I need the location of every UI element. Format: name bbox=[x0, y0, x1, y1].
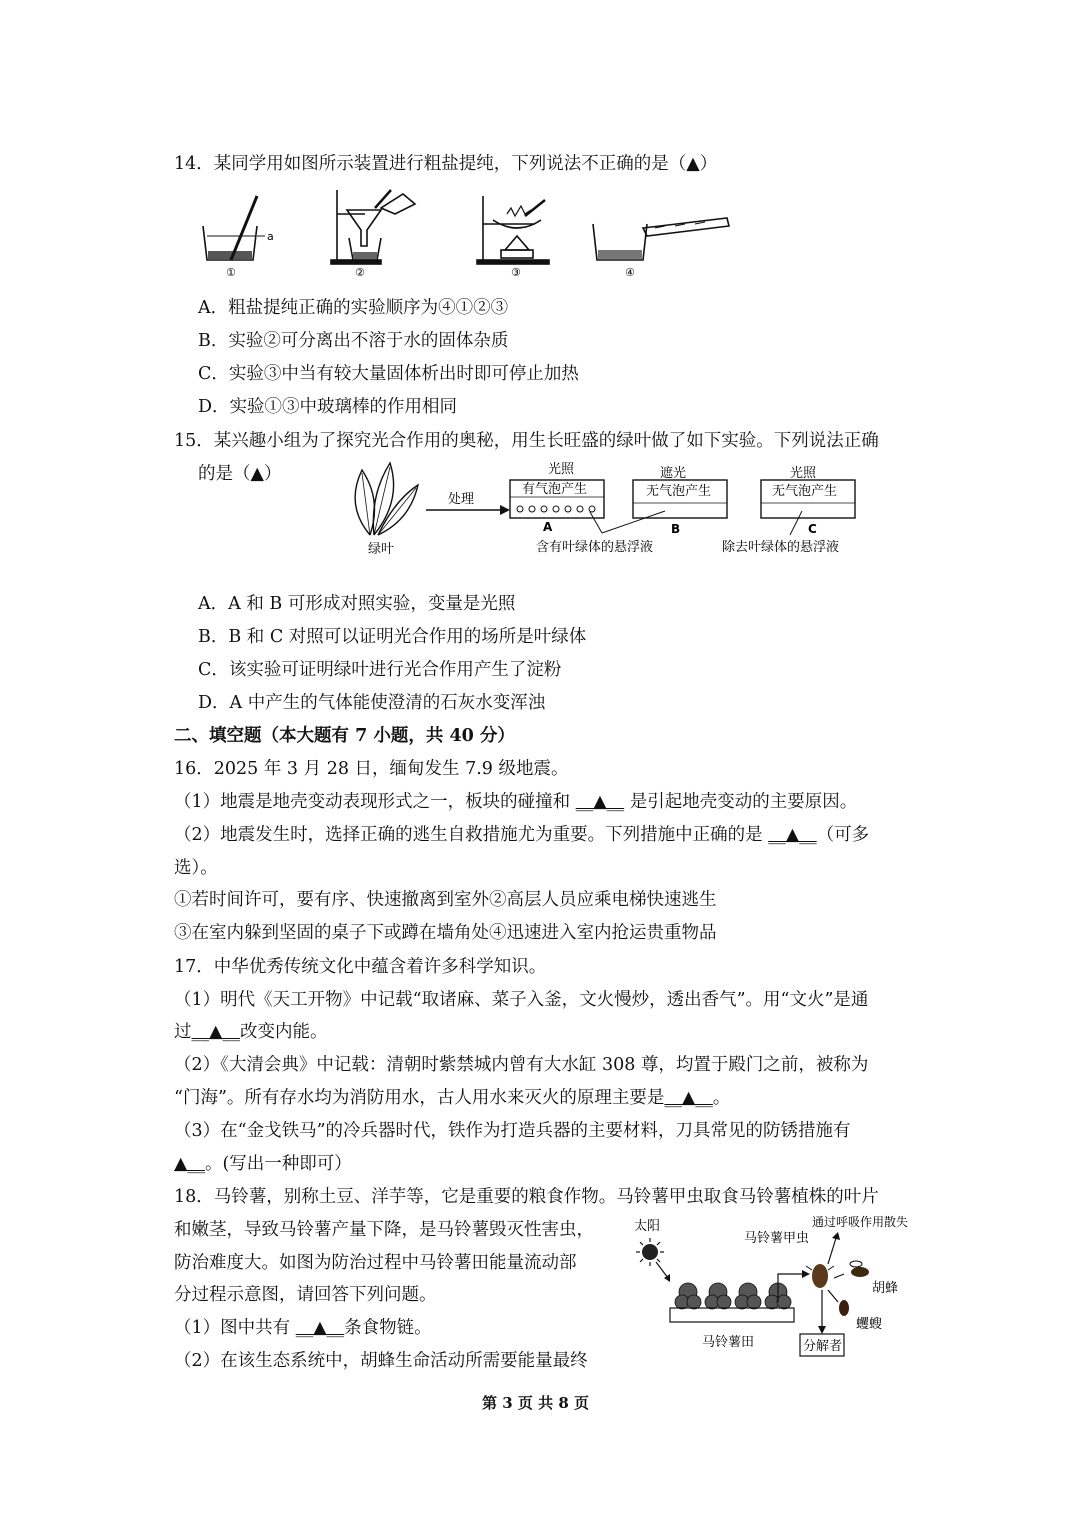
label-4: ④ bbox=[625, 266, 635, 279]
respiration-label: 通过呼吸作用散失 bbox=[812, 1215, 909, 1229]
field-box bbox=[670, 1308, 794, 1322]
q14-option-b: B．实验②可分离出不溶于水的固体杂质 bbox=[198, 331, 509, 351]
q17-part3-line1: （3）在“金戈铁马”的冷兵器时代，铁作为打造兵器的主要材料，刀具常见的防锈措施有 bbox=[174, 1121, 851, 1141]
q15-option-a: A．A 和 B 可形成对照实验，变量是光照 bbox=[198, 594, 516, 614]
beaker-c-condition: 光照 bbox=[790, 466, 817, 481]
q15-stem-line2: 的是（▲） bbox=[198, 464, 282, 484]
q16-choices-line2: ③在室内躲到坚固的桌子下或蹲在墙角处④迅速进入室内抢运贵重物品 bbox=[174, 923, 717, 943]
q16-part2-line2: 选）。 bbox=[174, 858, 218, 878]
q18-stem-line1: 18．马铃薯，别称土豆、洋芋等，它是重要的粮食作物。马铃薯甲虫取食马铃薯植株的叶片 bbox=[174, 1187, 879, 1207]
q14-apparatus-figure bbox=[195, 188, 740, 280]
q15-option-b: B．B 和 C 对照可以证明光合作用的场所是叶绿体 bbox=[198, 627, 587, 647]
sun-label: 太阳 bbox=[634, 1219, 661, 1234]
answer-blank[interactable]: ▲__ bbox=[174, 1154, 205, 1174]
q15-stem-line1: 15．某兴趣小组为了探究光合作用的奥秘，用生长旺盛的绿叶做了如下实验。下列说法正确 bbox=[174, 431, 879, 451]
answer-blank[interactable]: __▲__ bbox=[575, 792, 625, 812]
leaf-label: 绿叶 bbox=[368, 542, 395, 557]
label-a: a bbox=[267, 230, 274, 243]
answer-blank[interactable]: __▲__ bbox=[295, 1318, 345, 1338]
beetle-icon bbox=[806, 1264, 834, 1288]
answer-blank[interactable]: __▲__ bbox=[664, 1088, 713, 1108]
q14-option-d: D．实验①③中玻璃棒的作用相同 bbox=[198, 397, 458, 417]
apparatus-measuring bbox=[593, 218, 729, 260]
q14-option-c: C．实验③中当有较大量固体析出时即可停止加热 bbox=[198, 364, 579, 384]
leaf-icon bbox=[355, 463, 418, 535]
sun-icon bbox=[636, 1238, 664, 1266]
beaker-c-tag: C bbox=[808, 522, 817, 536]
wasp-label: 胡蜂 bbox=[872, 1281, 899, 1296]
beaker-a-result: 有气泡产生 bbox=[522, 482, 588, 497]
q16-choices-line1: ①若时间许可，要有序、快速撤离到室外②高层人员应乘电梯快速逃生 bbox=[174, 890, 717, 910]
answer-blank[interactable]: __▲__ bbox=[768, 825, 817, 845]
arrow-label: 处理 bbox=[448, 492, 475, 507]
q14-stem: 14．某同学用如图所示装置进行粗盐提纯，下列说法不正确的是（▲） bbox=[174, 154, 718, 174]
q17-stem: 17．中华优秀传统文化中蕴含着许多科学知识。 bbox=[174, 957, 547, 977]
potato-plant-icon bbox=[675, 1283, 791, 1309]
beetle-label: 马铃薯甲虫 bbox=[744, 1231, 810, 1246]
beaker-b-tag: B bbox=[671, 522, 681, 536]
q18-stem-line3: 防治难度大。如图为防治过程中马铃薯田能量流动部 bbox=[174, 1253, 577, 1273]
q17-part2-line2: “门海”。所有存水均为消防用水，古人用水来灭火的原理主要是__▲__。 bbox=[174, 1088, 731, 1108]
q18-energy-flow-figure bbox=[628, 1212, 920, 1362]
q16-part1: （1）地震是地壳变动表现形式之一，板块的碰撞和 __▲__ 是引起地壳变动的主要原因。 bbox=[174, 792, 858, 812]
q18-stem-line4: 分过程示意图，请回答下列问题。 bbox=[174, 1285, 437, 1305]
beaker-a-tag: A bbox=[543, 520, 553, 534]
field-label: 马铃薯田 bbox=[702, 1335, 755, 1350]
label-1: ① bbox=[226, 266, 236, 279]
wasp-icon bbox=[850, 1261, 869, 1277]
decomposer-label: 分解者 bbox=[803, 1339, 843, 1354]
q17-part3-line2: ▲__。(写出一种即可） bbox=[174, 1154, 352, 1174]
earwig-label: 蠼螋 bbox=[856, 1317, 883, 1332]
q17-part2-line1: （2）《大清会典》中记载：清朝时紫禁城内曾有大水缸 308 尊，均置于殿门之前，被称为 bbox=[174, 1055, 869, 1075]
note-without-chloroplast: 除去叶绿体的悬浮液 bbox=[722, 540, 840, 555]
page-footer: 第 3 页 共 8 页 bbox=[482, 1394, 589, 1412]
label-3: ③ bbox=[511, 266, 521, 279]
apparatus-evaporation bbox=[477, 196, 549, 264]
beaker-a-condition: 光照 bbox=[548, 462, 575, 477]
q16-part2: （2）地震发生时，选择正确的逃生自救措施尤为重要。下列措施中正确的是 __▲__（可多 bbox=[174, 825, 870, 845]
beaker-b-result: 无气泡产生 bbox=[646, 484, 712, 499]
q15-option-d: D．A 中产生的气体能使澄清的石灰水变浑浊 bbox=[198, 693, 546, 713]
q17-part1-line2: 过__▲__改变内能。 bbox=[174, 1022, 328, 1042]
earwig-icon bbox=[839, 1300, 849, 1316]
q18-stem-line2: 和嫩茎，导致马铃薯产量下降，是马铃薯毁灭性害虫， bbox=[174, 1220, 594, 1240]
label-2: ② bbox=[355, 266, 365, 279]
answer-blank[interactable]: __▲__ bbox=[191, 1022, 240, 1042]
q17-part1-line1: （1）明代《天工开物》中记载“取诸麻、菜子入釜，文火慢炒，透出香气”。用“文火”是通 bbox=[174, 990, 869, 1010]
note-with-chloroplast: 含有叶绿体的悬浮液 bbox=[536, 540, 654, 555]
q18-part2: （2）在该生态系统中，胡蜂生命活动所需要能量最终 bbox=[174, 1351, 588, 1371]
q15-option-c: C．该实验可证明绿叶进行光合作用产生了淀粉 bbox=[198, 660, 562, 680]
beaker-c-result: 无气泡产生 bbox=[772, 484, 838, 499]
q18-part1: （1）图中共有 __▲__条食物链。 bbox=[174, 1318, 432, 1338]
apparatus-filtration bbox=[331, 190, 415, 264]
apparatus-dissolving bbox=[203, 196, 265, 260]
q14-option-a: A．粗盐提纯正确的实验顺序为④①②③ bbox=[198, 298, 509, 318]
q16-stem: 16．2025 年 3 月 28 日，缅甸发生 7.9 级地震。 bbox=[174, 759, 569, 779]
beaker-b-condition: 遮光 bbox=[660, 466, 687, 481]
q15-photosynthesis-figure bbox=[340, 455, 870, 560]
section-2-heading: 二、填空题（本大题有 7 小题，共 40 分） bbox=[174, 726, 515, 746]
